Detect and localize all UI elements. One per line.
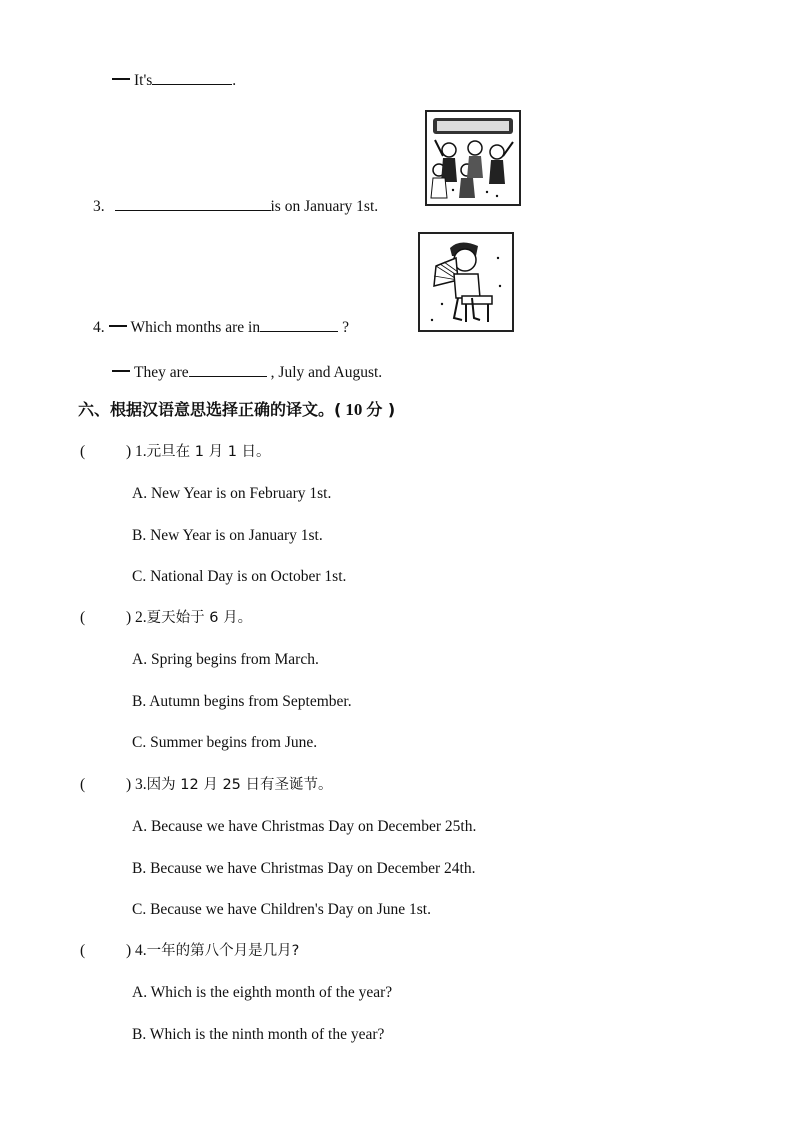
dash-mark	[109, 325, 127, 327]
q3-blank[interactable]	[115, 196, 271, 211]
new-year-picture	[425, 110, 521, 206]
section-score: 10	[345, 400, 363, 419]
question-number: ) 1.	[126, 443, 147, 460]
answer-blank[interactable]	[152, 70, 232, 85]
q4-question-line	[93, 317, 349, 338]
question-number: ) 3.	[126, 776, 147, 793]
q3-text: is on January 1st.	[270, 198, 379, 215]
option-4-b: B. Which is the ninth month of the year?	[132, 1026, 385, 1043]
option-3-b: B. Because we have Christmas Day on December 24th.	[132, 860, 476, 877]
question-prompt: 元旦在 1 月 1 日。	[146, 444, 271, 460]
question-prompt: 一年的第八个月是几月?	[146, 943, 300, 959]
option-2-c: C. Summer begins from June.	[132, 734, 318, 751]
q4-blank-1[interactable]	[260, 317, 338, 332]
celebration-illustration	[427, 112, 519, 204]
dash-mark	[112, 78, 130, 80]
question-prompt: 夏天始于 6 月。	[146, 610, 253, 626]
question-row-2	[80, 608, 252, 628]
q4-answer-line	[112, 362, 382, 383]
q4-answer-end: , July and August.	[270, 364, 383, 381]
dash-mark	[112, 370, 130, 372]
answer-paren[interactable]: (	[80, 609, 86, 626]
q2-answer-line	[112, 70, 236, 91]
answer-prefix: It's	[134, 72, 153, 89]
q4-question-text: Which months are in	[130, 319, 261, 336]
section-six-title	[78, 400, 395, 420]
option-2-a: A. Spring begins from March.	[132, 651, 319, 668]
q4-answer-text: They are	[134, 364, 189, 381]
option-4-a: A. Which is the eighth month of the year?	[132, 984, 393, 1001]
section-score-tail: 分 )	[366, 400, 396, 419]
q3-line	[93, 196, 378, 217]
question-row-1	[80, 442, 271, 462]
option-1-c: C. National Day is on October 1st.	[132, 568, 347, 585]
question-number: ) 4.	[126, 942, 147, 959]
q4-number: 4.	[93, 319, 105, 336]
question-row-3	[80, 775, 333, 795]
summer-picture	[418, 232, 514, 332]
answer-paren[interactable]: (	[80, 443, 86, 460]
q3-number: 3.	[93, 198, 105, 215]
question-row-4	[80, 941, 299, 961]
summer-illustration	[420, 234, 512, 330]
answer-paren[interactable]: (	[80, 776, 86, 793]
answer-paren[interactable]: (	[80, 942, 86, 959]
section-title-text: 六、根据汉语意思选择正确的译文。(	[78, 400, 342, 419]
option-1-b: B. New Year is on January 1st.	[132, 527, 323, 544]
answer-end: .	[232, 72, 237, 89]
q4-blank-2[interactable]	[189, 362, 267, 377]
option-3-c: C. Because we have Children's Day on June 1st.	[132, 901, 431, 918]
question-prompt: 因为 12 月 25 日有圣诞节。	[146, 777, 333, 793]
option-3-a: A. Because we have Christmas Day on December 25th.	[132, 818, 477, 835]
option-2-b: B. Autumn begins from September.	[132, 693, 352, 710]
question-number: ) 2.	[126, 609, 147, 626]
q4-question-mark: ?	[342, 319, 349, 336]
option-1-a: A. New Year is on February 1st.	[132, 485, 332, 502]
